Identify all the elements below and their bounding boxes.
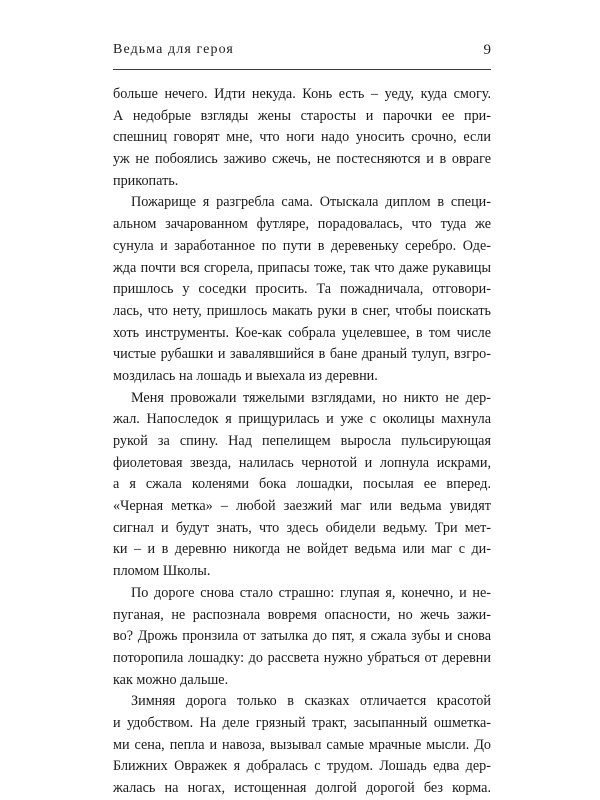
text-line: пришлось у соседки просить. Та пожадничала, отговори- <box>113 281 491 298</box>
header-rule <box>113 69 491 70</box>
paragraph-2 <box>113 192 491 387</box>
page-number: 9 <box>483 42 491 58</box>
text-line: чистые рубашки и завалявшийся в бане драный тулуп, взгро- <box>113 346 491 363</box>
text-line: Пожарище я разгребла сама. Отыскала диплом в специ- <box>131 194 491 211</box>
running-header <box>113 42 491 62</box>
text-line: «Черная метка» – любой заезжий маг или ведьма увидят <box>113 498 491 515</box>
text-line: ки – и в деревню никогда не войдет ведьма или маг с ди- <box>113 541 491 558</box>
text-line: сигнал и будут знать, что здесь обидели ведьму. Три мет- <box>113 519 491 536</box>
text-line: спешниц говорят мне, что ноги надо уносить срочно, если <box>113 129 491 146</box>
text-line: По дороге снова стало страшно: глупая я, конечно, и не- <box>131 584 491 601</box>
text-line: сунула и заработанное по пути в деревеньку серебро. Оде- <box>113 237 491 254</box>
text-line: рукой за спину. Над пепелищем выросла пульсирующая <box>113 433 491 449</box>
body-text <box>113 84 491 800</box>
text-line: альном зачарованном футляре, порадовалась, что туда же <box>113 216 491 233</box>
text-line: Ближних Овражек я добралась с трудом. Лошадь едва дер- <box>113 758 491 775</box>
text-line: жалась на ногах, истощенная долгой дорогой без корма. <box>113 780 491 796</box>
text-line: моздилась на лошадь и выехала из деревни. <box>113 367 378 384</box>
text-line: во? Дрожь пронзила от затылка до пят, я сжала зубы и снова <box>113 628 491 645</box>
text-line: как можно дальше. <box>113 671 229 688</box>
text-line: пуганая, не распознала вовремя опасности, но жечь зажи- <box>113 606 491 623</box>
text-line: фиолетовая звезда, налилась чернотой и лопнула искрами, <box>113 454 491 471</box>
text-line: больше нечего. Идти некуда. Конь есть – уеду, куда смогу. <box>113 86 491 102</box>
paragraph-5 <box>113 691 491 799</box>
text-line: уж не побоялись заживо сжечь, не постесняются и в овраге <box>113 151 491 168</box>
paragraph-1 <box>113 84 491 192</box>
text-line: пломом Школы. <box>113 563 211 580</box>
text-line: лась, что нету, пришлось макать руки в снег, чтобы поискать <box>113 302 491 319</box>
text-line: хоть инструменты. Кое-как собрала уцелевшее, в том числе <box>113 324 491 341</box>
book-title: Ведьма для героя <box>113 42 234 57</box>
text-line: а я сжала коленями бока лошадки, посылая ее вперед. <box>113 476 491 493</box>
text-line: и удобством. На деле грязный тракт, засыпанный ошметка- <box>113 714 491 731</box>
text-line: Зимняя дорога только в сказках отличается красотой <box>131 693 491 710</box>
paragraph-4 <box>113 583 491 691</box>
text-line: жда почти вся сгорела, припасы тоже, так что даже рукавицы <box>113 259 491 276</box>
text-line: А недобрые взгляды жены старосты и парочки ее при- <box>113 107 491 124</box>
text-line: Меня провожали тяжелыми взглядами, но никто не дер- <box>131 389 491 406</box>
text-line: жал. Напоследок я прищурилась и уже с околицы махнула <box>113 411 491 428</box>
paragraph-3 <box>113 388 491 583</box>
text-line: прикопать. <box>113 172 179 189</box>
text-line: поторопила лошадку: до рассвета нужно убраться от деревни <box>113 649 491 666</box>
text-line: ми сена, пепла и навоза, вызывал самые мрачные мысли. До <box>113 736 491 753</box>
